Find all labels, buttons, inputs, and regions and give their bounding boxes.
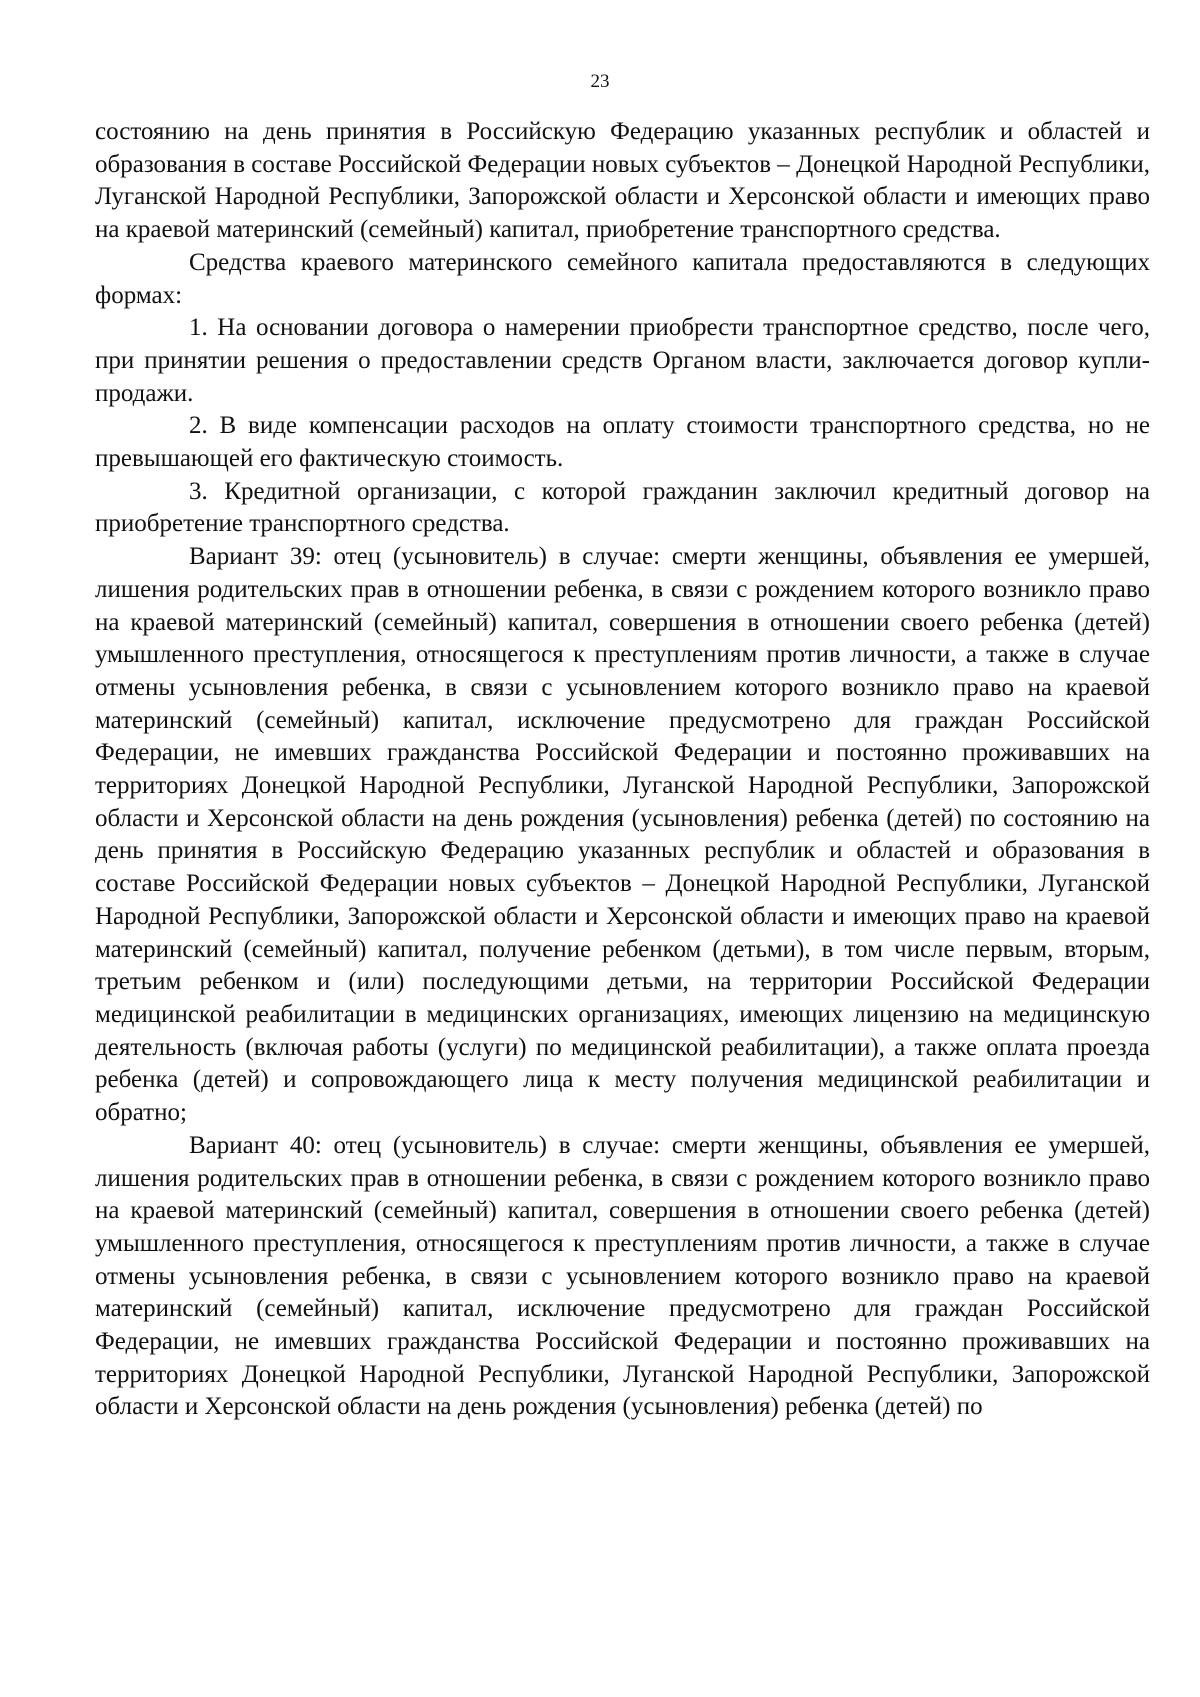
document-body bbox=[95, 116, 1150, 1424]
paragraph-form-1: 1. На основании договора о намерении приобрести транспортное средство, после чего, при принятии решения о предоставлении средств Органом власти, заключается договор купли-продажи. bbox=[95, 314, 1150, 407]
paragraph-variant-39: Вариант 39: отец (усыновитель) в случае: смерти женщины, объявления ее умершей, лишения родительских прав в отношении ребенка, в связи с рождением которого возникло право на краевой материнский (семейный) капитал, совершения в отношении своего ребенка (детей) умышленного преступления, относящегося к преступлениям против личности, а также в случае отмены усыновления ребенка, в связи с усыновлением которого возникло право на краевой материнский (семейный) капитал, исключение предусмотрено для граждан Российской Федерации, не имевших гражданства Российской Федерации и постоянно проживавших на территориях Донецкой Народной Республики, Луганской Народной Республики, Запорожской области и Херсонской области на день рождения (усыновления) ребенка (детей) по состоянию на день принятия в Российскую Федерацию указанных республик и областей и образования в составе Российской Федерации новых субъектов – Донецкой Народной Республики, Луганской Народной Республики, Запорожской области и Херсонской области и имеющих право на краевой материнский (семейный) капитал, получение ребенком (детьми), в том числе первым, вторым, третьим ребенком и (или) последующими детьми, на территории Российской Федерации медицинской реабилитации в медицинских организациях, имеющих лицензию на медицинскую деятельность (включая работы (услуги) по медицинской реабилитации), а также оплата проезда ребенка (детей) и сопровождающего лица к месту получения медицинской реабилитации и обратно; bbox=[95, 543, 1150, 1127]
page-number: 23 bbox=[590, 71, 610, 92]
paragraph-continuation: состоянию на день принятия в Российскую Федерацию указанных республик и областей и образования в составе Российской Федерации новых субъектов – Донецкой Народной Республики, Луганской Народной Республики, Запорожской области и Херсонской области и имеющих право на краевой материнский (семейный) капитал, приобретение транспортного средства. bbox=[95, 118, 1150, 244]
paragraph-variant-40: Вариант 40: отец (усыновитель) в случае: смерти женщины, объявления ее умершей, лишения родительских прав в отношении ребенка, в связи с рождением которого возникло право на краевой материнский (семейный) капитал, совершения в отношении своего ребенка (детей) умышленного преступления, относящегося к преступлениям против личности, а также в случае отмены усыновления ребенка, в связи с усыновлением которого возникло право на краевой материнский (семейный) капитал, исключение предусмотрено для граждан Российской Федерации, не имевших гражданства Российской Федерации и постоянно проживавших на территориях Донецкой Народной Республики, Луганской Народной Республики, Запорожской области и Херсонской области на день рождения (усыновления) ребенка (детей) по bbox=[95, 1131, 1150, 1421]
paragraph-form-2: 2. В виде компенсации расходов на оплату стоимости транспортного средства, но не превышающей его фактическую стоимость. bbox=[95, 412, 1150, 473]
paragraph-form-3: 3. Кредитной организации, с которой гражданин заключил кредитный договор на приобретение транспортного средства. bbox=[95, 477, 1150, 538]
paragraph-funding-forms-intro: Средства краевого материнского семейного капитала предоставляются в следующих формах: bbox=[95, 248, 1150, 309]
